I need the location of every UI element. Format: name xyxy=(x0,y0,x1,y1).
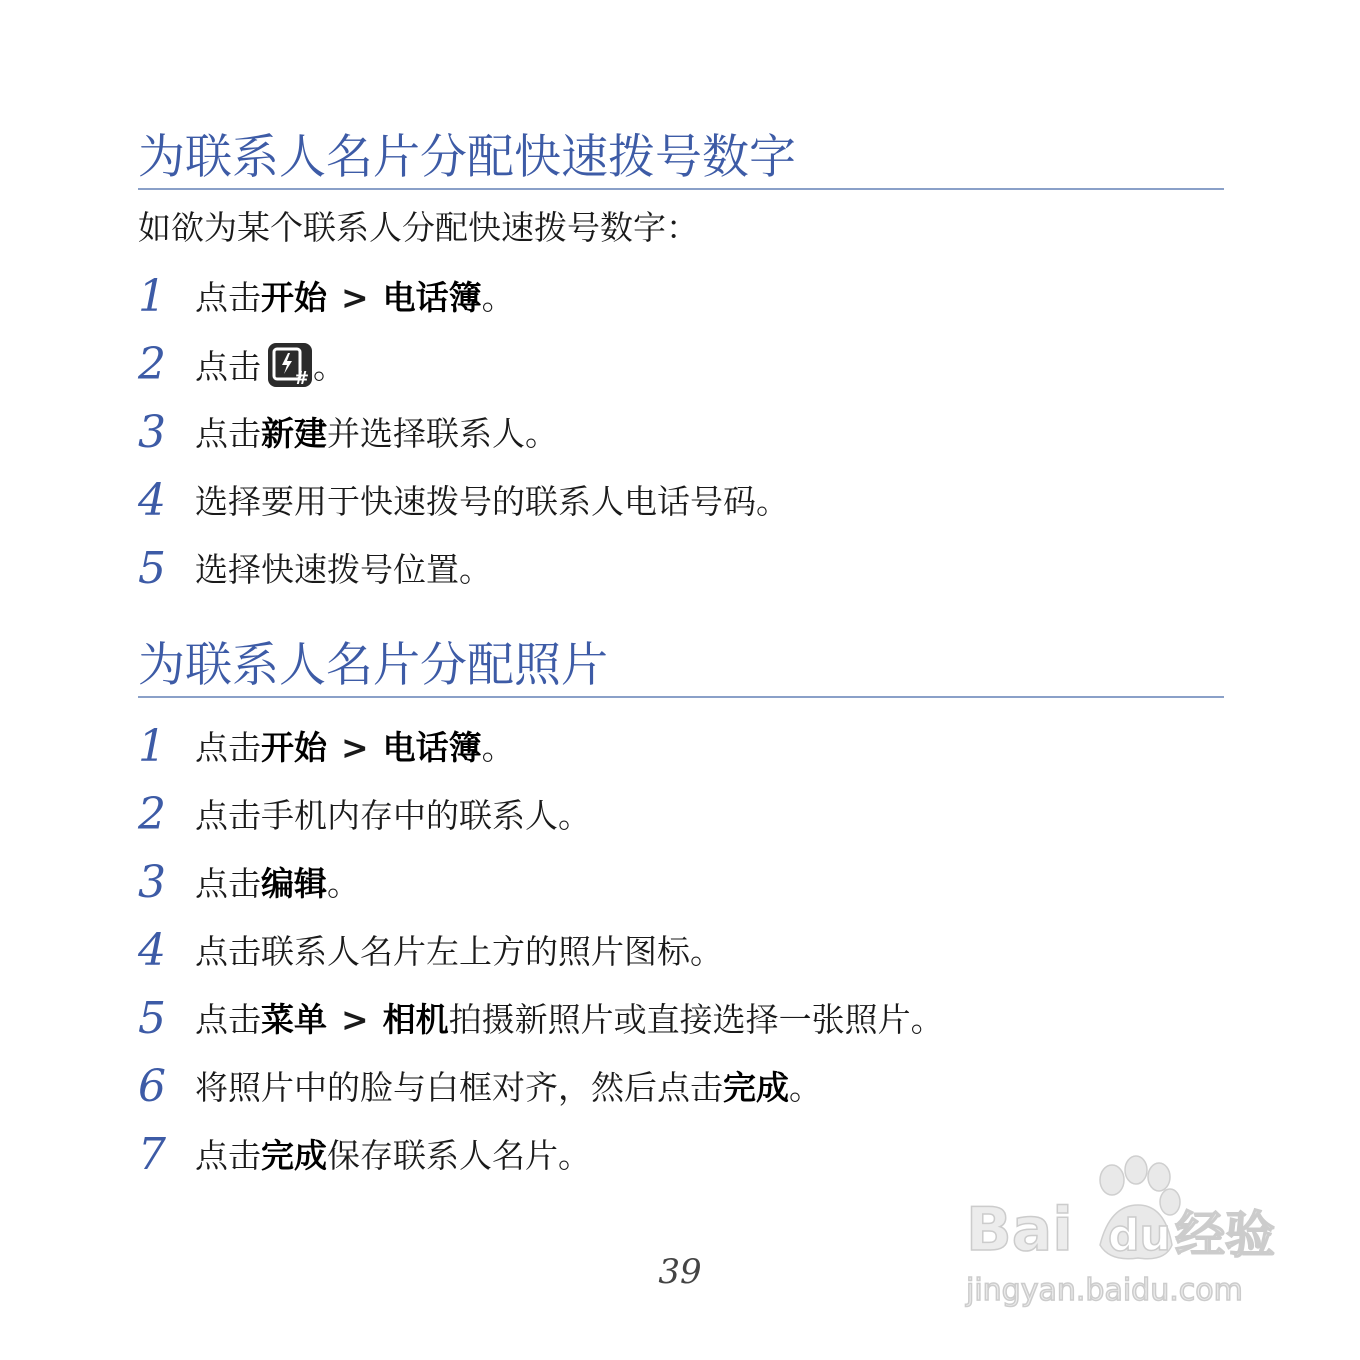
section-intro: 如欲为某个联系人分配快速拨号数字： xyxy=(138,208,699,247)
step-text-plain: 。 xyxy=(481,278,515,317)
step-text: 选择要用于快速拨号的联系人电话号码。 xyxy=(195,482,789,521)
step-item xyxy=(0,858,1360,908)
ui-term: 电话簿 xyxy=(382,278,482,317)
step-number: 6 xyxy=(138,1061,166,1112)
ui-term: 编辑 xyxy=(261,864,327,903)
step-number: 5 xyxy=(138,543,166,594)
svg-text:#: # xyxy=(294,368,310,388)
step-item xyxy=(0,272,1360,322)
ui-term: 相机 xyxy=(382,1000,449,1039)
speed-dial-icon xyxy=(267,342,313,388)
step-text: 选择快速拨号位置。 xyxy=(195,550,492,589)
step-text: 点击手机内存中的联系人。 xyxy=(195,796,591,835)
step-item xyxy=(0,926,1360,976)
step-text-plain: 保存联系人名片。 xyxy=(327,1136,591,1175)
ui-term: 开始 xyxy=(261,278,327,317)
step-number: 3 xyxy=(138,407,166,458)
step-item xyxy=(0,722,1360,772)
step-item xyxy=(0,340,1360,390)
step-number: 2 xyxy=(138,339,166,390)
step-text-plain: 。 xyxy=(313,347,346,386)
ui-term: 完成 xyxy=(723,1068,789,1107)
menu-separator: > xyxy=(341,1000,369,1039)
section-title-photo: 为联系人名片分配照片 xyxy=(138,636,1224,698)
step-item xyxy=(0,994,1360,1044)
step-text-plain: 拍摄新照片或直接选择一张照片。 xyxy=(448,1000,944,1039)
step-text xyxy=(195,410,558,458)
step-item xyxy=(0,790,1360,840)
step-number: 1 xyxy=(138,721,166,772)
section-title-speed-dial: 为联系人名片分配快速拨号数字 xyxy=(138,128,1224,190)
step-number: 7 xyxy=(138,1129,166,1180)
step-text: 点击联系人名片左上方的照片图标。 xyxy=(195,932,723,971)
step-text-plain: 点击 xyxy=(195,414,261,453)
menu-separator: > xyxy=(341,278,369,317)
step-text xyxy=(195,1064,822,1112)
watermark-brand: Bai xyxy=(966,1195,1073,1265)
step-item xyxy=(0,544,1360,594)
step-text xyxy=(195,860,360,908)
step-item xyxy=(0,1062,1360,1112)
step-text-plain: 点击 xyxy=(195,728,261,767)
step-item xyxy=(0,408,1360,458)
ui-term: 菜单 xyxy=(261,1000,327,1039)
menu-separator: > xyxy=(341,728,369,767)
step-item xyxy=(0,476,1360,526)
step-text-plain: 将照片中的脸与白框对齐，然后点击 xyxy=(195,1068,723,1107)
step-text xyxy=(195,724,515,772)
step-text-plain: 点击 xyxy=(195,1000,261,1039)
step-number: 3 xyxy=(138,857,166,908)
step-number: 1 xyxy=(138,271,166,322)
step-text xyxy=(195,342,346,391)
step-text-plain: 点击 xyxy=(195,864,261,903)
step-number: 5 xyxy=(138,993,166,1044)
ui-term: 新建 xyxy=(261,414,327,453)
watermark-url: jingyan.baidu.com xyxy=(966,1273,1243,1308)
step-text-plain: 点击 xyxy=(195,278,261,317)
watermark-suffix: 经验 xyxy=(1175,1206,1275,1264)
step-text-plain: 并选择联系人。 xyxy=(327,414,558,453)
step-text-plain: 点击 xyxy=(195,1136,261,1175)
ui-term: 完成 xyxy=(261,1136,327,1175)
step-text-plain: 。 xyxy=(789,1068,822,1107)
step-text-plain: 点击 xyxy=(195,347,261,386)
ui-term: 电话簿 xyxy=(382,728,482,767)
step-text xyxy=(195,996,944,1044)
step-text-plain: 。 xyxy=(327,864,360,903)
watermark-brand2: du xyxy=(1108,1210,1171,1261)
step-number: 2 xyxy=(138,789,166,840)
step-number: 4 xyxy=(138,925,166,976)
page-number: 39 xyxy=(658,1252,702,1292)
step-number: 4 xyxy=(138,475,166,526)
step-text xyxy=(195,1132,591,1180)
step-text xyxy=(195,274,515,322)
step-text-plain: 。 xyxy=(481,728,515,767)
baidu-jingyan-watermark-logo xyxy=(960,1150,1290,1310)
ui-term: 开始 xyxy=(261,728,327,767)
